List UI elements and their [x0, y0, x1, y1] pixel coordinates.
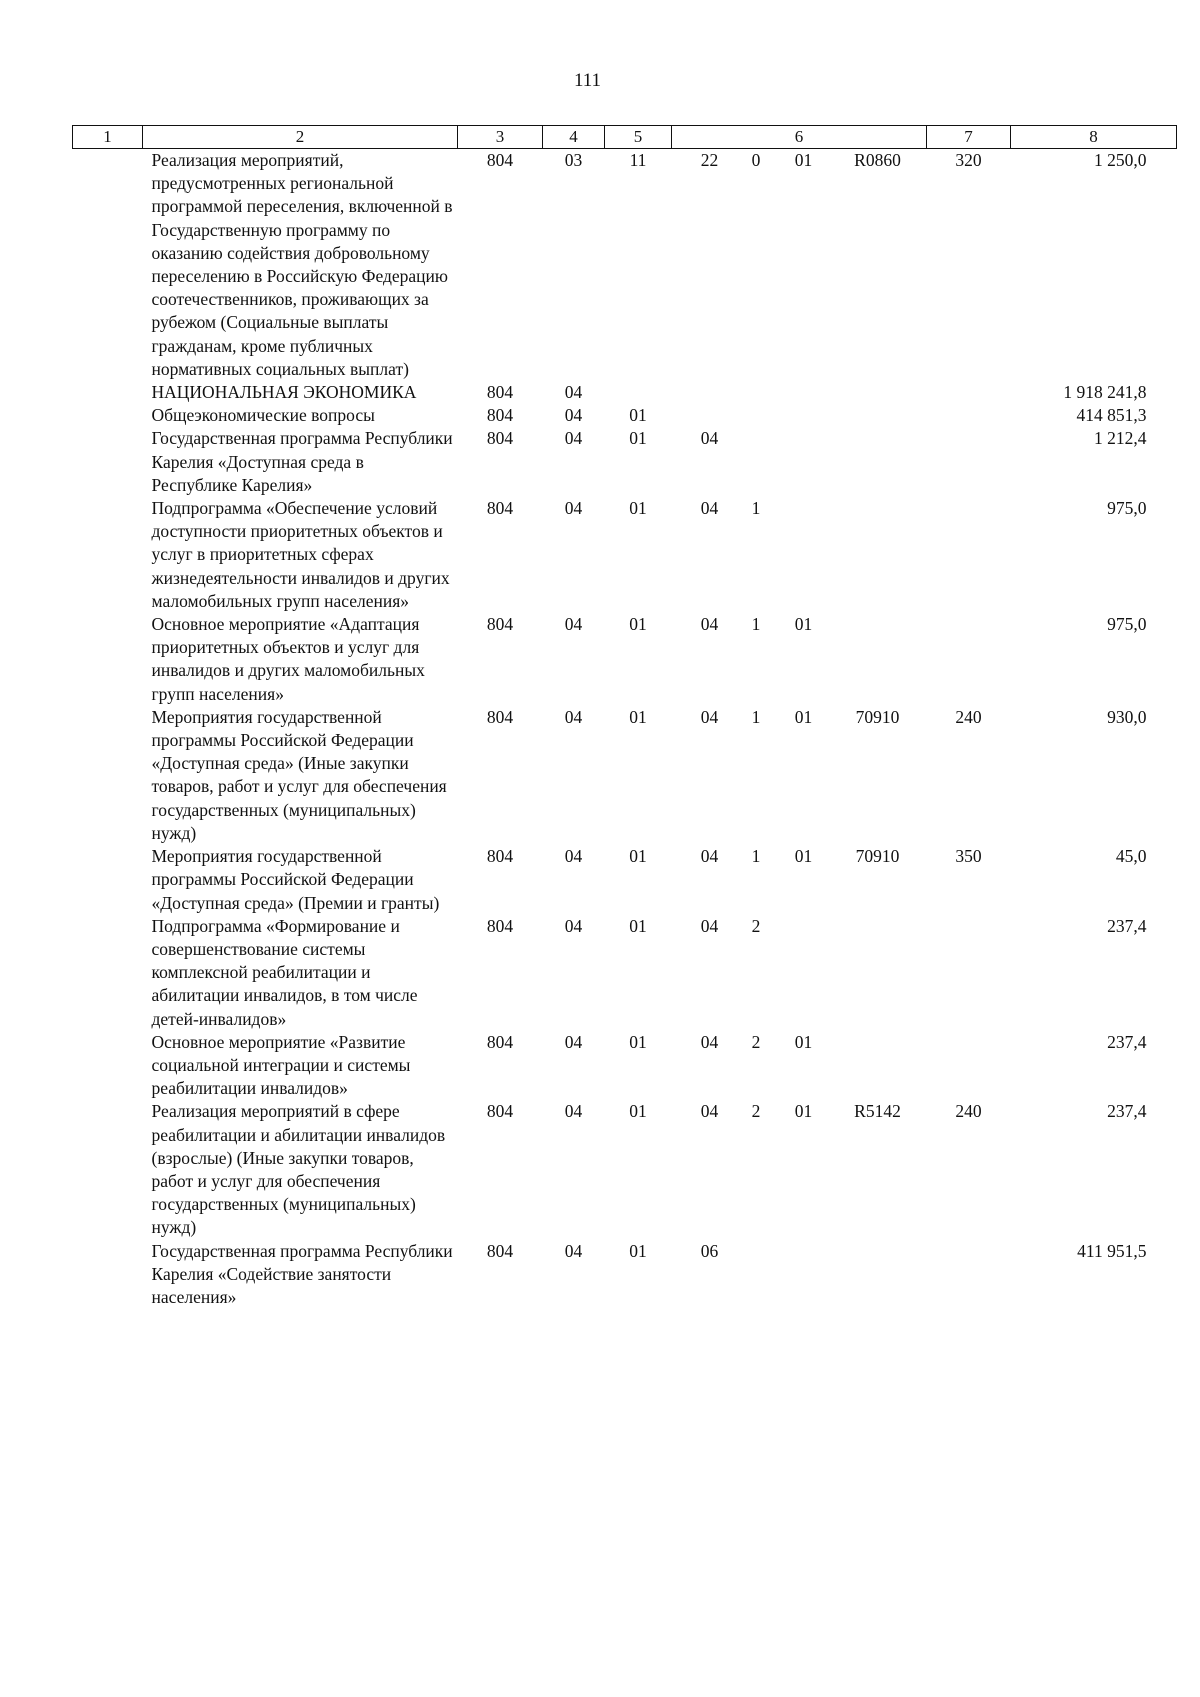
row-activity-code: 01: [794, 150, 813, 170]
table-row: [73, 613, 1177, 706]
col-header-7: 7: [927, 126, 1011, 149]
row-subsection-code: 01: [629, 405, 647, 426]
row-ministry-code: 804: [486, 382, 514, 403]
header-row: [73, 126, 1177, 149]
row-subprogram-code: 2: [751, 915, 761, 936]
page-number: 111: [573, 70, 602, 91]
row-ministry-code: 804: [486, 846, 514, 867]
col-header-8: 8: [1011, 126, 1177, 149]
table-row: [73, 149, 1177, 382]
row-direction-code: [829, 404, 927, 427]
row-section-code: 04: [564, 614, 583, 635]
table-row: [73, 1240, 1177, 1310]
row-program-code: [672, 381, 734, 404]
row-expense-type: [927, 404, 1011, 427]
row-expense-type: 320: [955, 150, 982, 170]
row-program-code: 04: [700, 846, 719, 867]
row-number-cell: [73, 1100, 143, 1239]
row-ministry-code: 804: [486, 428, 514, 449]
row-program-code: 06: [700, 1240, 719, 1261]
row-activity-code: 01: [794, 1101, 813, 1122]
row-program-code: 04: [700, 498, 719, 519]
row-amount: 45,0: [1115, 846, 1147, 867]
row-program-code: 04: [700, 428, 719, 449]
row-subprogram-code: 2: [751, 1031, 761, 1052]
row-ministry-code: 804: [486, 614, 514, 635]
row-number-cell: [73, 427, 143, 497]
row-activity-code: [779, 427, 829, 497]
row-subprogram-code: 1: [751, 706, 761, 727]
row-ministry-code: 804: [486, 405, 514, 426]
row-subsection-code: 01: [629, 498, 647, 519]
row-name: НАЦИОНАЛЬНАЯ ЭКОНОМИКА: [151, 382, 417, 403]
row-name: Государственная программа Республики Карелия «Доступная среда в Республике Карелия»: [151, 428, 453, 495]
budget-table: [72, 125, 1177, 1309]
row-number-cell: [73, 845, 143, 915]
row-section-code: 04: [564, 1031, 583, 1052]
row-ministry-code: 804: [486, 915, 514, 936]
row-subsection-code: 01: [629, 1101, 647, 1122]
row-section-code: 04: [564, 706, 583, 727]
row-amount: 930,0: [1107, 706, 1147, 727]
row-amount: 975,0: [1107, 498, 1147, 519]
row-number-cell: [73, 1240, 143, 1310]
row-section-code: 04: [564, 915, 583, 936]
row-subsection-code: 01: [629, 915, 647, 936]
row-direction-code: R5142: [854, 1101, 901, 1122]
row-amount: 237,4: [1107, 1031, 1147, 1052]
row-name: Основное мероприятие «Развитие социальной интеграции и системы реабилитации инвалидов»: [151, 1031, 411, 1099]
row-program-code: 04: [700, 1031, 719, 1052]
row-name: Мероприятия государственной программы Российской Федерации «Доступная среда» (Иные закупки товаров, работ и услуг для обеспечения государственных (муниципальных) нужд): [151, 706, 447, 843]
row-expense-type: [927, 1240, 1011, 1310]
row-direction-code: [829, 497, 927, 613]
row-amount: 414 851,3: [1076, 405, 1147, 426]
row-number-cell: [73, 497, 143, 613]
row-subsection-code: 01: [629, 428, 647, 449]
col-header-4: 4: [543, 126, 605, 149]
row-subsection-code: [605, 381, 672, 404]
row-activity-code: [779, 915, 829, 1031]
row-section-code: 04: [564, 1101, 583, 1122]
row-expense-type: [927, 915, 1011, 1031]
row-subsection-code: 11: [629, 150, 647, 170]
row-number-cell: [73, 381, 143, 404]
row-direction-code: [829, 427, 927, 497]
row-amount: 1 212,4: [1094, 428, 1147, 449]
col-header-6: 6: [672, 126, 927, 149]
row-program-code: [672, 404, 734, 427]
row-section-code: 03: [564, 150, 583, 170]
row-ministry-code: 804: [486, 1031, 514, 1052]
row-program-code: 04: [700, 614, 719, 635]
col-header-2: 2: [143, 126, 458, 149]
col-header-1: 1: [73, 126, 143, 149]
row-subprogram-code: [734, 427, 779, 497]
row-expense-type: [927, 1031, 1011, 1101]
table-row: [73, 706, 1177, 845]
row-amount: 1 918 241,8: [1063, 382, 1147, 403]
row-name: Реализация мероприятий, предусмотренных региональной программой переселения, включенной в Государственную программу по оказанию содействия добровольному переселению в Российскую Федерацию соотечественников, проживающих за рубежом (Социальные выплаты гражданам, кроме публичных нормативных социальных выплат): [151, 150, 453, 379]
row-direction-code: 70910: [855, 846, 900, 867]
row-expense-type: 350: [955, 846, 982, 867]
row-section-code: 04: [564, 382, 583, 403]
row-number-cell: [73, 404, 143, 427]
row-direction-code: [829, 381, 927, 404]
row-activity-code: 01: [794, 706, 813, 727]
row-direction-code: [829, 613, 927, 706]
row-direction-code: [829, 1031, 927, 1101]
row-expense-type: [927, 613, 1011, 706]
row-activity-code: [779, 1240, 829, 1310]
row-ministry-code: 804: [486, 1240, 514, 1261]
row-subsection-code: 01: [629, 706, 647, 727]
row-number-cell: [73, 1031, 143, 1101]
row-subprogram-code: [734, 404, 779, 427]
row-program-code: 04: [700, 706, 719, 727]
col-header-5: 5: [605, 126, 672, 149]
row-amount: 237,4: [1107, 1101, 1147, 1122]
table-row: [73, 845, 1177, 915]
row-direction-code: [829, 1240, 927, 1310]
row-section-code: 04: [564, 846, 583, 867]
row-section-code: 04: [564, 498, 583, 519]
row-direction-code: 70910: [855, 706, 900, 727]
row-subprogram-code: 2: [751, 1101, 761, 1122]
row-number-cell: [73, 149, 143, 382]
row-activity-code: 01: [794, 614, 813, 635]
row-name: Мероприятия государственной программы Российской Федерации «Доступная среда» (Премии и гранты): [151, 846, 440, 913]
row-direction-code: R0860: [854, 150, 901, 170]
table-body: [73, 149, 1177, 1310]
row-ministry-code: 804: [486, 150, 514, 170]
row-subprogram-code: 0: [751, 150, 761, 170]
row-activity-code: [779, 381, 829, 404]
row-subsection-code: 01: [629, 614, 647, 635]
row-program-code: 04: [700, 1101, 719, 1122]
row-amount: 411 951,5: [1077, 1240, 1147, 1261]
table-row: [73, 1100, 1177, 1239]
row-expense-type: 240: [955, 1101, 982, 1122]
row-amount: 237,4: [1107, 915, 1147, 936]
col-header-3: 3: [458, 126, 543, 149]
row-subsection-code: 01: [629, 1031, 647, 1052]
row-ministry-code: 804: [486, 706, 514, 727]
row-amount: 1 250,0: [1094, 150, 1147, 170]
row-section-code: 04: [564, 1240, 583, 1261]
row-expense-type: 240: [955, 706, 982, 727]
row-activity-code: 01: [794, 846, 813, 867]
table-row: [73, 427, 1177, 497]
row-subprogram-code: [734, 1240, 779, 1310]
row-activity-code: 01: [794, 1031, 813, 1052]
row-activity-code: [779, 404, 829, 427]
row-ministry-code: 804: [486, 498, 514, 519]
row-subprogram-code: [734, 381, 779, 404]
row-expense-type: [927, 381, 1011, 404]
row-name: Подпрограмма «Обеспечение условий доступности приоритетных объектов и услуг в приоритетных сферах жизнедеятельности инвалидов и других маломобильных групп населения»: [151, 498, 450, 611]
row-name: Основное мероприятие «Адаптация приоритетных объектов и услуг для инвалидов и других маломобильных групп населения»: [151, 614, 425, 704]
row-activity-code: [779, 497, 829, 613]
row-number-cell: [73, 706, 143, 845]
row-program-code: 22: [700, 150, 719, 170]
row-number-cell: [73, 613, 143, 706]
row-ministry-code: 804: [486, 1101, 514, 1122]
table-row: [73, 404, 1177, 427]
row-name: Подпрограмма «Формирование и совершенствование системы комплексной реабилитации и абилитации инвалидов, в том числе детей-инвалидов»: [151, 915, 418, 1029]
row-name: Реализация мероприятий в сфере реабилитации и абилитации инвалидов (взрослые) (Иные закупки товаров, работ и услуг для обеспечения государственных (муниципальных) нужд): [151, 1101, 446, 1238]
row-expense-type: [927, 427, 1011, 497]
row-subsection-code: 01: [629, 846, 647, 867]
row-subprogram-code: 1: [751, 498, 761, 519]
table-row: [73, 1031, 1177, 1101]
row-number-cell: [73, 915, 143, 1031]
table-row: [73, 381, 1177, 404]
table-row: [73, 497, 1177, 613]
row-section-code: 04: [564, 428, 583, 449]
row-expense-type: [927, 497, 1011, 613]
row-subsection-code: 01: [629, 1240, 647, 1261]
row-subprogram-code: 1: [751, 846, 761, 867]
table-row: [73, 915, 1177, 1031]
row-direction-code: [829, 915, 927, 1031]
row-section-code: 04: [564, 405, 583, 426]
row-subprogram-code: 1: [751, 614, 761, 635]
row-name: Общеэкономические вопросы: [151, 405, 375, 426]
row-amount: 975,0: [1107, 614, 1147, 635]
row-name: Государственная программа Республики Карелия «Содействие занятости населения»: [151, 1240, 453, 1307]
row-program-code: 04: [700, 915, 719, 936]
